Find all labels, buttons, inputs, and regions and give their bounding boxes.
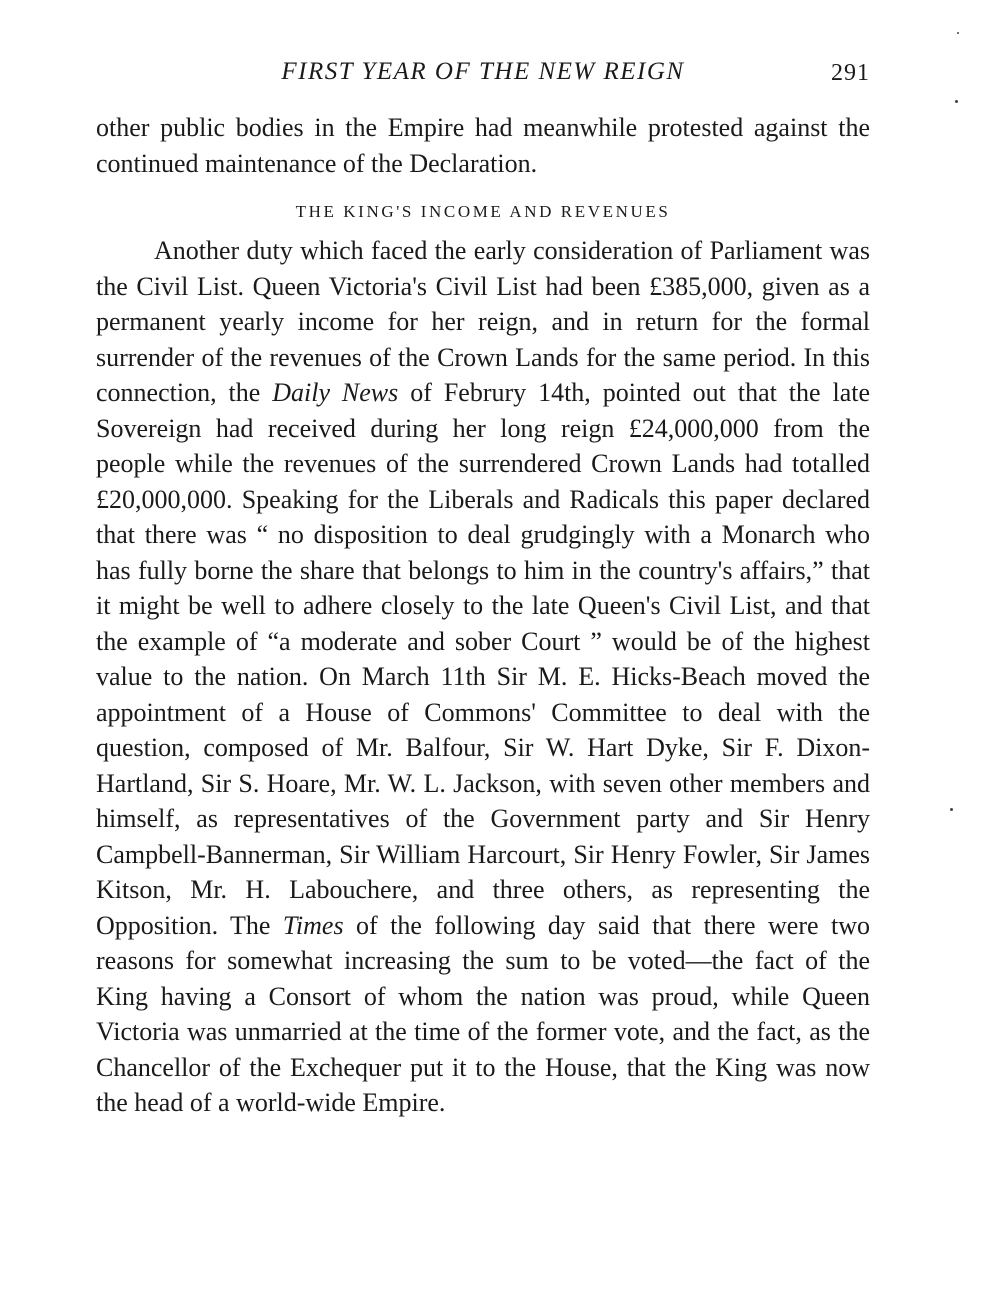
print-speck <box>950 808 953 811</box>
running-title: FIRST YEAR OF THE NEW REIGN <box>281 58 685 85</box>
body-text-3: of the following day said that there were two reasons for somewhat increasing the sum to be voted—the fact of the King having a Consort of whom the nation was proud, while Queen Victoria was unmarried at the time of the former vote, and the fact, as the Chancellor of the Exchequer put it to the House, that the King was now the head of a world-wide Empire. <box>96 910 870 1117</box>
print-speck <box>957 32 959 34</box>
running-head <box>96 58 870 90</box>
text-block <box>96 110 870 1121</box>
section-heading: THE KING'S INCOME AND REVENUES <box>295 202 671 221</box>
page-number: 291 <box>831 60 870 86</box>
body-paragraph <box>96 233 870 1121</box>
body-text-1: Another duty which faced the early consideration of Parliament was the Civil List. Queen Victoria's Civil List had been £385,000, given as a permanent yearly income for her reign, and in return for the formal surrender of the revenues of the Crown Lands for the same period. In this connection, the <box>96 236 870 407</box>
opening-paragraph: other public bodies in the Empire had meanwhile protested against the continued maintenance of the Declaration. <box>96 113 870 178</box>
daily-news-title: Daily News <box>272 378 399 407</box>
print-speck <box>955 100 958 103</box>
body-text-2: of Februry 14th, pointed out that the late Sovereign had received during her long reign £24,000,000 from the people while the revenues of the surrendered Crown Lands had totalled £20,000,000. Speaking for the Liberals and Radicals this paper declared that there was “ no disposition to deal grudgingly with a Monarch who has fully borne the share that belongs to him in the country's affairs,” that it might be well to adhere closely to the late Queen's Civil List, and that the example of “a moderate and sober Court ” would be of the highest value to the nation. On March 11th Sir M. E. Hicks-Beach moved the appointment of a House of Commons' Committee to deal with the question, composed of Mr. Balfour, Sir W. Hart Dyke, Sir F. Dixon-Hartland, Sir S. Hoare, Mr. W. L. Jackson, with seven other members and himself, as representatives of the Government party and Sir Henry Campbell-Bannerman, Sir William Harcourt, Sir Henry Fowler, Sir James Kitson, Mr. H. Labouchere, and three others, as representing the Opposition. The <box>96 378 871 940</box>
times-title: Times <box>282 910 344 940</box>
